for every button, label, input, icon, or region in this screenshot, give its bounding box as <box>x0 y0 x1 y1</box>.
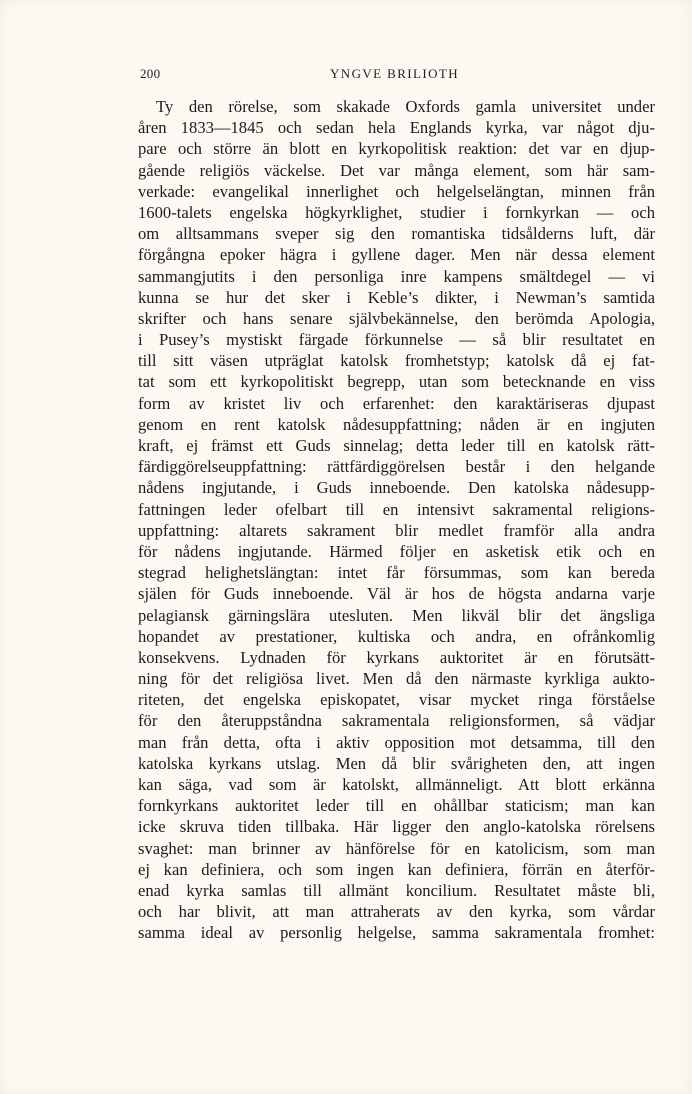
text-line: man från detta, ofta i aktiv opposition mot detsamma, till den <box>138 732 655 752</box>
text-line: riteten, det engelska episkopatet, visar mycket ringa förståelse <box>138 690 655 710</box>
text-line: gående religiös väckelse. Det var många element, som här sam- <box>138 160 655 180</box>
text-line: för nådens ingjutande. Härmed följer en asketisk etik och en <box>138 541 655 561</box>
page-header <box>140 66 655 86</box>
text-line: ej kan definiera, och som ingen kan definiera, förrän en återför- <box>138 859 655 879</box>
text-line: verkade: evangelikal innerlighet och helgelselängtan, minnen från <box>138 181 655 201</box>
text-line: kunna se hur det sker i Keble’s dikter, i Newman’s samtida <box>138 287 655 307</box>
text-line: tat som ett kyrkopolitiskt begrepp, utan som betecknande en viss <box>138 372 655 392</box>
text-line: i Pusey’s mystiskt färgade förkunnelse — så blir resultatet en <box>138 330 655 350</box>
text-line: stegrad helighetslängtan: intet får försummas, som kan bereda <box>138 563 655 583</box>
text-line: kraft, ej främst ett Guds sinnelag; detta leder till en katolsk rätt- <box>138 436 655 455</box>
text-line: för den återuppståndna sakramentala religionsformen, så vädjar <box>138 711 655 731</box>
text-line: nådens ingjutande, i Guds inneboende. Den katolska nådesupp- <box>138 478 655 498</box>
page-number: 200 <box>140 66 161 81</box>
text-line: pelagiansk gärningslära utesluten. Men likväl blir det ängsliga <box>138 605 655 625</box>
text-line: skrifter och hans senare självbekännelse, den berömda Apologia, <box>138 308 655 328</box>
text-line: samma ideal av personlig helgelse, samma sakramentala fromhet: <box>138 923 655 943</box>
text-line: fattningen leder ofelbart till en intensivt sakramental religions- <box>138 499 655 519</box>
text-line: till sitt väsen utpräglat katolsk fromhetstyp; katolsk då ej fat- <box>138 351 655 371</box>
text-line: sammangjutits i den personliga inre kampens smältdegel — vi <box>138 266 655 286</box>
text-line: åren 1833—1845 och sedan hela Englands kyrka, var något dju- <box>138 118 655 138</box>
text-line: hopandet av prestationer, kultiska och andra, en ofrånkomlig <box>138 626 655 646</box>
text-line: uppfattning: altarets sakrament blir medlet framför alla andra <box>138 520 655 540</box>
text-line: pare och större än blott en kyrkopolitisk reaktion: det var en djup- <box>138 139 655 159</box>
text-line: 1600-talets engelska högkyrklighet, studier i fornkyrkan — och <box>138 202 655 222</box>
text-line: om alltsammans sveper sig den romantiska tidsålderns luft, där <box>138 224 655 244</box>
text-line: konsekvens. Lydnaden för kyrkans auktoritet är en förutsätt- <box>138 647 655 667</box>
text-line: genom en rent katolsk nådesuppfattning; nåden är en ingjuten <box>138 414 655 434</box>
text-line: enad kyrka samlas till allmänt koncilium. Resultatet måste bli, <box>138 880 655 900</box>
text-line: svaghet: man brinner av hänförelse för en katolicism, som man <box>138 838 655 858</box>
body-paragraph <box>138 96 655 944</box>
text-line: förgångna epoker hägra i gyllene dager. Men när dessa element <box>138 245 655 265</box>
text-line: kan säga, vad som är katolskt, allmänneligt. Att blott erkänna <box>138 775 655 794</box>
text-line: och har blivit, att man attraherats av den kyrka, som vårdar <box>138 902 655 922</box>
text-line: färdiggörelseuppfattning: rättfärdiggörelsen består i den helgande <box>138 457 655 477</box>
text-line: katolska kyrkans utslag. Men då blir svårigheten den, att ingen <box>138 753 655 773</box>
text-line: ning för det religiösa livet. Men då den närmaste kyrkliga aukto- <box>138 669 655 689</box>
running-head: YNGVE BRILIOTH <box>330 66 460 81</box>
text-line: icke skruva tiden tillbaka. Här ligger den anglo-katolska rörelsens <box>138 817 655 837</box>
text-line: fornkyrkans auktoritet leder till en ohållbar staticism; man kan <box>138 796 655 816</box>
text-line: Ty den rörelse, som skakade Oxfords gamla universitet under <box>156 97 655 116</box>
text-line: form av kristet liv och erfarenhet: den karaktäriseras djupast <box>138 393 655 413</box>
text-line: själen för Guds inneboende. Väl är hos de högsta andarna varje <box>138 584 655 604</box>
